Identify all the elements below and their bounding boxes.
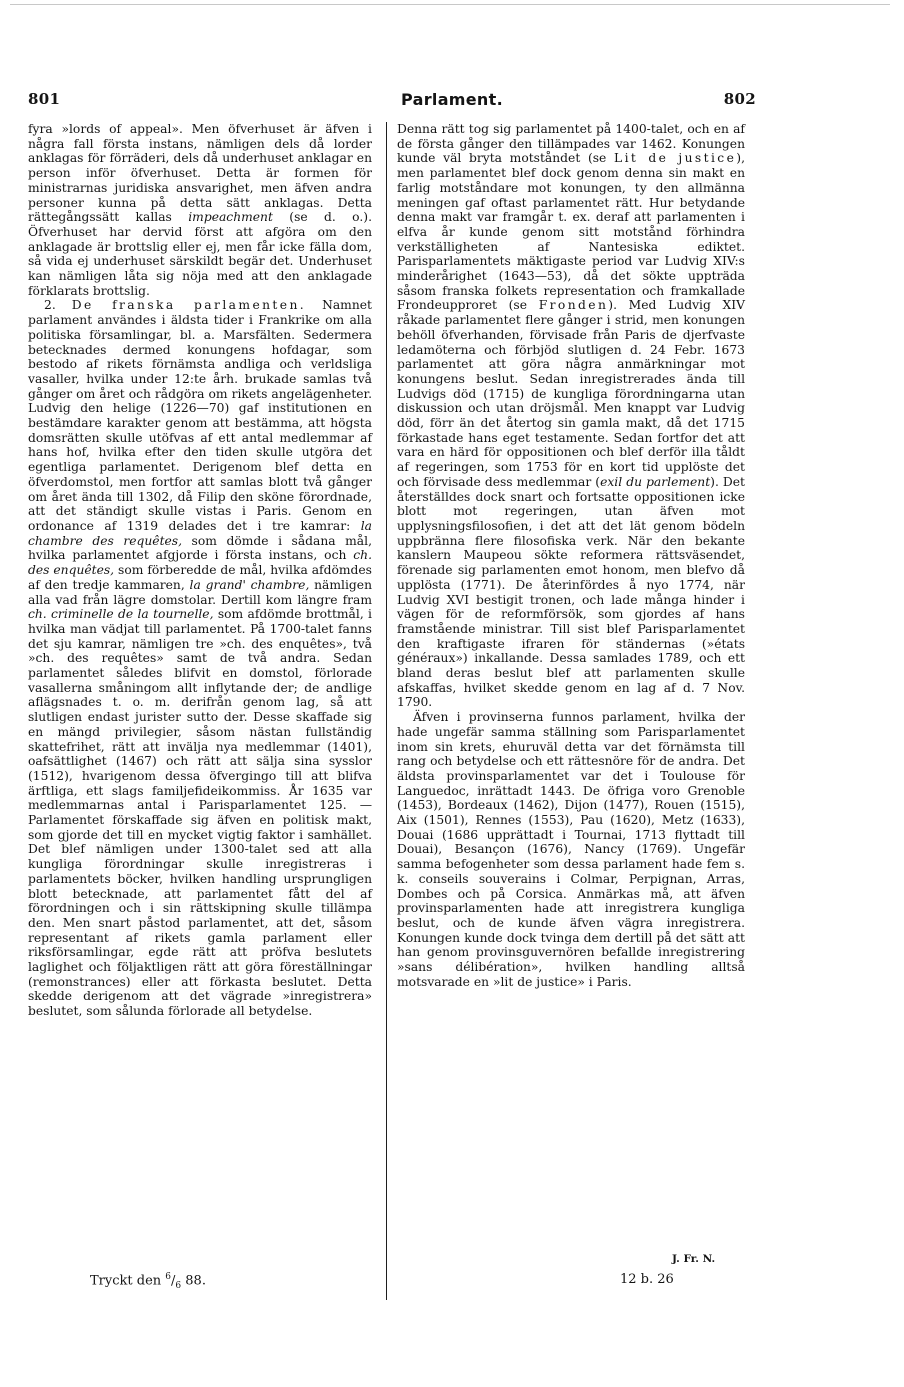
top-rule	[10, 4, 890, 5]
text-run: ). Med Ludvig XIV råkade parlamentet flere gånger i strid, men konungen behöll öfverhanden, förvisade från Paris de djerfvaste ledamöterna och förbjöd slutligen d. 24 Febr. 1673 parlamentet att göra några anmärkningar mot konungens beslut. Sedan inregistrerades ända till Ludvigs död (1715) de kungliga förordningarna utan diskussion och utan dröjsmål. Men knappt var Ludvig död, förr än det återtog sin gamla makt, då det 1715 förkastade hans eget testamente. Sedan fortfor det att vara en härd för oppositionen och blef derför illa tåldt af regeringen, som 1753 för en kort tid upplöste det och förvisade dess medlemmar (	[397, 298, 745, 489]
section-number: 2.	[44, 298, 56, 313]
print-date: Tryckt den $^6/_6$ 88.	[90, 1272, 206, 1291]
paragraph-french-parliaments	[28, 298, 372, 1018]
right-column	[397, 122, 745, 989]
author-signature: J. Fr. N.	[672, 1253, 716, 1265]
section-heading: De franska parlamenten.	[71, 298, 307, 313]
paragraph-parliament-power	[397, 122, 745, 710]
text-run: ), men parlamentet blef dock genom denna sin makt en farlig motståndare mot konungen, ty den allmänna meningen gaf oftast parlamentet rätt. Hur betydande denna makt var framgår t. ex. deraf att parlamenten i elfva år kunde genom sitt motstånd förhindra verkställigheten af Nantesiska ediktet. Parisparlamentets mäktigaste period var Ludvig XIV:s minderårighet (1643—53), då det sökte uppträda såsom franska folkets representation och framkallade Frondeupproret (se	[397, 151, 745, 313]
paragraph-impeachment	[28, 122, 372, 298]
left-column	[28, 122, 372, 1019]
text-run: Denna rätt tog sig parlamentet på 1400-talet, och en af de första gånger den tillämpades var 1462. Konungen kunde väl bryta motståndet (se	[397, 122, 745, 166]
text-run: som afdömde brottmål, i hvilka man vädjat till parlamentet. På 1700-talet fanns det sju kamrar, nämligen tre »ch. des enquêtes», två »ch. des requêtes» samt de två andra. Sedan parlamentet således blifvit en domstol, förlorade vasallerna småningom allt inflytande der; de andlige aflägsnades t. o. m. derifrån genom lag, så att slutligen endast jurister sutto der. Desse skaffade sig en mängd privilegier, såsom nästan fullständig skattefrihet, rätt att invälja nya medlemmar (1401), oafsättlighet (1467) och rätt att sälja sina sysslor (1512), hvarigenom dessa öfvergingo till att blifva ärftliga, ett slags familjefideikommiss. År 1635 var medlemmarnas antal i Parisparlamentet 125. — Parlamentet förskaffade sig äfven en politisk makt, som gjorde det till en mycket vigtig faktor i samhället. Det blef nämligen under 1300-talet sed att alla kungliga förordningar skulle inregistreras i parlamentets böcker, hvilken handling ursprungligen blott betecknade, att parlamentet fått del af förordningen och i sin rättskipning skulle tillämpa den. Men snart påstod parlamentet, att det, såsom representant af rikets gamla parlament eller riksförsamlingar, egde rätt att pröfva beslutets laglighet och följaktligen rätt att göra föreställningar (remonstrances) eller att förkasta beslutet. Detta skedde derigenom att det vägrade »inregistrera» beslutet, som sålunda förlorade all betydelse.	[28, 607, 372, 1019]
paragraph-provincial-parliaments: Äfven i provinserna funnos parlament, hvilka der hade ungefär samma ställning som Parisparlamentet inom sin krets, ehuruväl detta var det förnämsta till rang och betydelse och ett rättesnöre för de andra. Det äldsta provinsparlamentet var det i Toulouse för Languedoc, inrättadt 1443. De öfriga voro Grenoble (1453), Bordeaux (1462), Dijon (1477), Rouen (1515), Aix (1501), Rennes (1553), Pau (1620), Metz (1633), Douai (1686 upprättadt i Tournai, 1713 flyttadt till Douai), Besançon (1676), Nancy (1769). Ungefär samma befogenheter som dessa parlament hade fem s. k. conseils souverains i Colmar, Perpignan, Arras, Dombes och på Corsica. Anmärkas må, att äfven provinsparlamenten hade att inregistrera kungliga beslut, och de kunde äfven vägra inregistrera. Konungen kunde dock tvinga dem dertill på det sätt att han genom provinsguvernören befallde inregistrering »sans délibération», hvilken handling alltså motsvarade en »lit de justice» i Paris.	[397, 710, 745, 989]
column-divider	[386, 122, 387, 1300]
cross-reference: Lit de justice	[614, 151, 737, 166]
text-run: fyra »lords of appeal». Men öfverhuset är äfven i några fall första instans, nämligen dels då lorder anklagas för förräderi, dels då underhuset anklagar en person inför öfverhuset. Detta är formen för ministrarnas juridiska ansvarighet, men äfven andra personer kunna på detta sätt anklagas. Detta rättegångssätt kallas	[28, 122, 372, 225]
sheet-signature: 12 b. 26	[620, 1272, 674, 1287]
print-day: 6	[165, 1272, 172, 1282]
text-run: ). Det återställdes dock snart och fortsatte oppositionen icke blott mot regeringen, utan äfven mot upplysningsfilosofien, i det att det lät genom bödeln uppbränna flere filosofiska verk. När den bekante kanslern Maupeou sökte reformera rättsväsendet, förenade sig parlamenten emot honom, men blefvo då upplösta (1771). De återinfördes å nyo 1774, när Ludvig XVI bestigit tronen, och lade många hinder i vägen för de reformförsök, som gjordes af hans framstående ministrar. Till sist blef Parisparlamentet den kraftigaste ifraren för ständernas (»états généraux») inkallande. Dessa samlades 1789, och ett bland deras beslut blef att parlamenten skulle afskaffas, hvilket skedde genom en lag af d. 7 Nov. 1790.	[397, 474, 745, 710]
text-run: som dömde i sådana mål, hvilka parlamentet afgjorde i första instans, och	[28, 533, 372, 563]
text-run: nämligen alla vad från lägre domstolar. Dertill kom längre fram	[28, 577, 372, 607]
italic-term: impeachment	[188, 210, 273, 225]
right-page-number: 802	[723, 90, 756, 108]
print-month: 6	[175, 1280, 182, 1291]
italic-term: la grand' chambre,	[189, 577, 310, 592]
italic-term: la chambre des requêtes,	[28, 518, 372, 548]
italic-term: ch. criminelle de la tournelle,	[28, 607, 214, 622]
text-run: Namnet parlament användes i äldsta tider i Frankrike om alla politiska församlingar, bl. a. Marsfälten. Sedermera betecknades dermed konungens hofdagar, som bestodo af rikets förnämsta andliga och verldsliga vasaller, hvilka under 12:te årh. brukade samlas två gånger om året och rådgöra om rikets angelägenheter. Ludvig den helige (1226—70) gaf institutionen en bestämdare karakter genom att bestämma, att högsta domsrätten skulle utöfvas af ett antal medlemmar af hans hof, hvilka efter den tiden skulle utgöra det egentliga parlamentet. Derigenom blef detta en öfverdomstol, men fortfor att samlas blott två gånger om året ända till 1302, då Filip den sköne förordnade, att det ständigt skulle vistas i Paris. Genom en ordonance af 1319 delades det i tre kamrar:	[28, 298, 372, 533]
print-label: Tryckt den	[90, 1273, 162, 1289]
italic-term: ch. des enquêtes,	[28, 548, 372, 578]
cross-reference: Fronden	[538, 298, 609, 313]
print-year: 88.	[185, 1273, 206, 1289]
page-title: Parlament.	[401, 90, 503, 109]
italic-term: exil du parlement	[600, 474, 711, 489]
left-page-number: 801	[28, 90, 61, 108]
text-run: som förberedde de mål, hvilka afdömdes af den tredje kammaren,	[28, 563, 372, 592]
text-run: (se d. o.). Öfverhuset har dervid först att afgöra om den anklagade är brottslig eller ej, men får icke fälla dom, så vida ej underhuset särskildt begär det. Underhuset kan nämligen låta sig nöja med att den anklagade förklarats brottslig.	[28, 210, 372, 298]
